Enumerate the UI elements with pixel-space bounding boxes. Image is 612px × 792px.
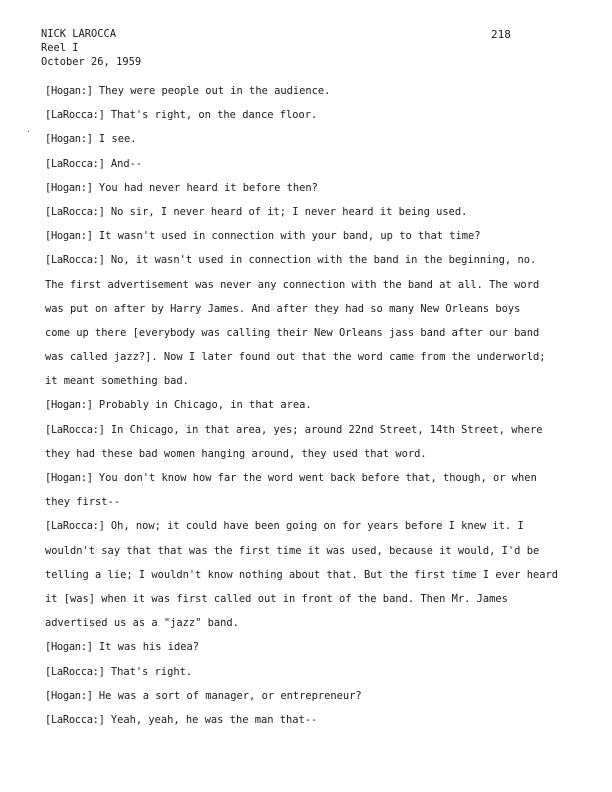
line-text: In Chicago, in that area, yes; around 22nd Street, 14th Street, where — [110, 423, 543, 436]
line-text: No, it wasn't used in connection with the band in the beginning, no. — [110, 254, 537, 267]
speaker-label: [LaRocca:] — [45, 713, 105, 726]
line-text: It was his idea? — [98, 641, 200, 654]
document-header — [41, 27, 141, 69]
speaker-label: [Hogan:] — [45, 689, 93, 702]
transcript-line — [45, 278, 575, 302]
transcript-line — [45, 689, 575, 713]
speaker-label: [LaRocca:] — [45, 254, 105, 267]
transcript-line — [45, 132, 575, 156]
transcript-line — [45, 665, 575, 689]
transcript-body — [45, 84, 575, 737]
line-text: You had never heard it before then? — [98, 181, 318, 194]
transcript-line — [45, 253, 575, 277]
transcript-line — [45, 616, 575, 640]
transcript-line — [45, 519, 575, 543]
speaker-label: [LaRocca:] — [45, 423, 105, 436]
transcript-line — [45, 423, 575, 447]
transcript-line — [45, 447, 575, 471]
line-text: Yeah, yeah, he was the man that-- — [110, 713, 318, 726]
interview-date: October 26, 1959 — [41, 56, 142, 68]
line-text: advertised us as a "jazz" band. — [45, 617, 239, 630]
line-text: It wasn't used in connection with your band, up to that time? — [98, 230, 481, 243]
transcript-line — [45, 592, 575, 616]
transcript-line — [45, 640, 575, 664]
line-text: Oh, now; it could have been going on for years before I knew it. I — [110, 520, 524, 533]
line-text: come up there [everybody was calling their New Orleans jass band after our band — [45, 326, 540, 339]
line-text: was put on after by Harry James. And after they had so many New Orleans boys — [45, 302, 521, 315]
transcript-line — [45, 713, 575, 737]
line-text: it [was] when it was first called out in front of the band. Then Mr. James — [45, 592, 508, 605]
line-text: wouldn't say that that was the first time it was used, because it would, I'd be — [45, 544, 540, 557]
transcript-line — [45, 302, 575, 326]
line-text: telling a lie; I wouldn't know nothing about that. But the first time I ever heard — [45, 568, 558, 581]
speaker-label: [LaRocca:] — [45, 520, 105, 533]
speaker-label: [Hogan:] — [45, 641, 93, 654]
line-text: Probably in Chicago, in that area. — [98, 399, 312, 412]
line-text: they first-- — [45, 496, 121, 509]
speaker-label: [LaRocca:] — [45, 157, 105, 170]
line-text: You don't know how far the word went back before that, though, or when — [98, 472, 537, 484]
line-text: No sir, I never heard of it; I never heard it being used. — [110, 205, 468, 218]
line-text: it meant something bad. — [45, 375, 189, 388]
transcript-line — [45, 471, 575, 495]
speaker-label: [LaRocca:] — [45, 205, 105, 218]
transcript-line — [45, 108, 575, 132]
speaker-label: [LaRocca:] — [45, 665, 105, 678]
line-text: was called jazz?]. Now I later found out that the word came from the underworld; — [45, 351, 546, 364]
page-number: 218 — [491, 28, 511, 41]
transcript-line — [45, 568, 575, 592]
margin-mark: · — [26, 127, 31, 136]
transcript-line — [45, 181, 575, 205]
speaker-label: [Hogan:] — [45, 133, 93, 146]
transcript-line — [45, 84, 575, 108]
line-text: I see. — [98, 133, 137, 146]
transcript-line — [45, 495, 575, 519]
transcript-line — [45, 374, 575, 398]
line-text: They were people out in the audience. — [98, 85, 331, 97]
interviewee-name: NICK LAROCCA — [41, 28, 117, 40]
line-text: they had these bad women hanging around, they used that word. — [45, 447, 427, 460]
transcript-line — [45, 326, 575, 350]
line-text: That's right, on the dance floor. — [110, 109, 318, 122]
transcript-line — [45, 205, 575, 229]
transcript-line — [45, 544, 575, 568]
speaker-label: [Hogan:] — [45, 230, 93, 243]
speaker-label: [Hogan:] — [45, 181, 93, 194]
transcript-line — [45, 229, 575, 253]
transcript-line — [45, 157, 575, 181]
speaker-label: [Hogan:] — [45, 472, 93, 484]
reel-label: Reel I — [41, 42, 79, 54]
line-text: And-- — [110, 157, 143, 170]
transcript-line — [45, 398, 575, 422]
speaker-label: [Hogan:] — [45, 399, 93, 412]
speaker-label: [Hogan:] — [45, 85, 93, 97]
speaker-label: [LaRocca:] — [45, 109, 105, 122]
transcript-line — [45, 350, 575, 374]
line-text: That's right. — [110, 665, 193, 678]
line-text: He was a sort of manager, or entrepreneur? — [98, 689, 362, 702]
line-text: The first advertisement was never any connection with the band at all. The word — [45, 278, 540, 291]
